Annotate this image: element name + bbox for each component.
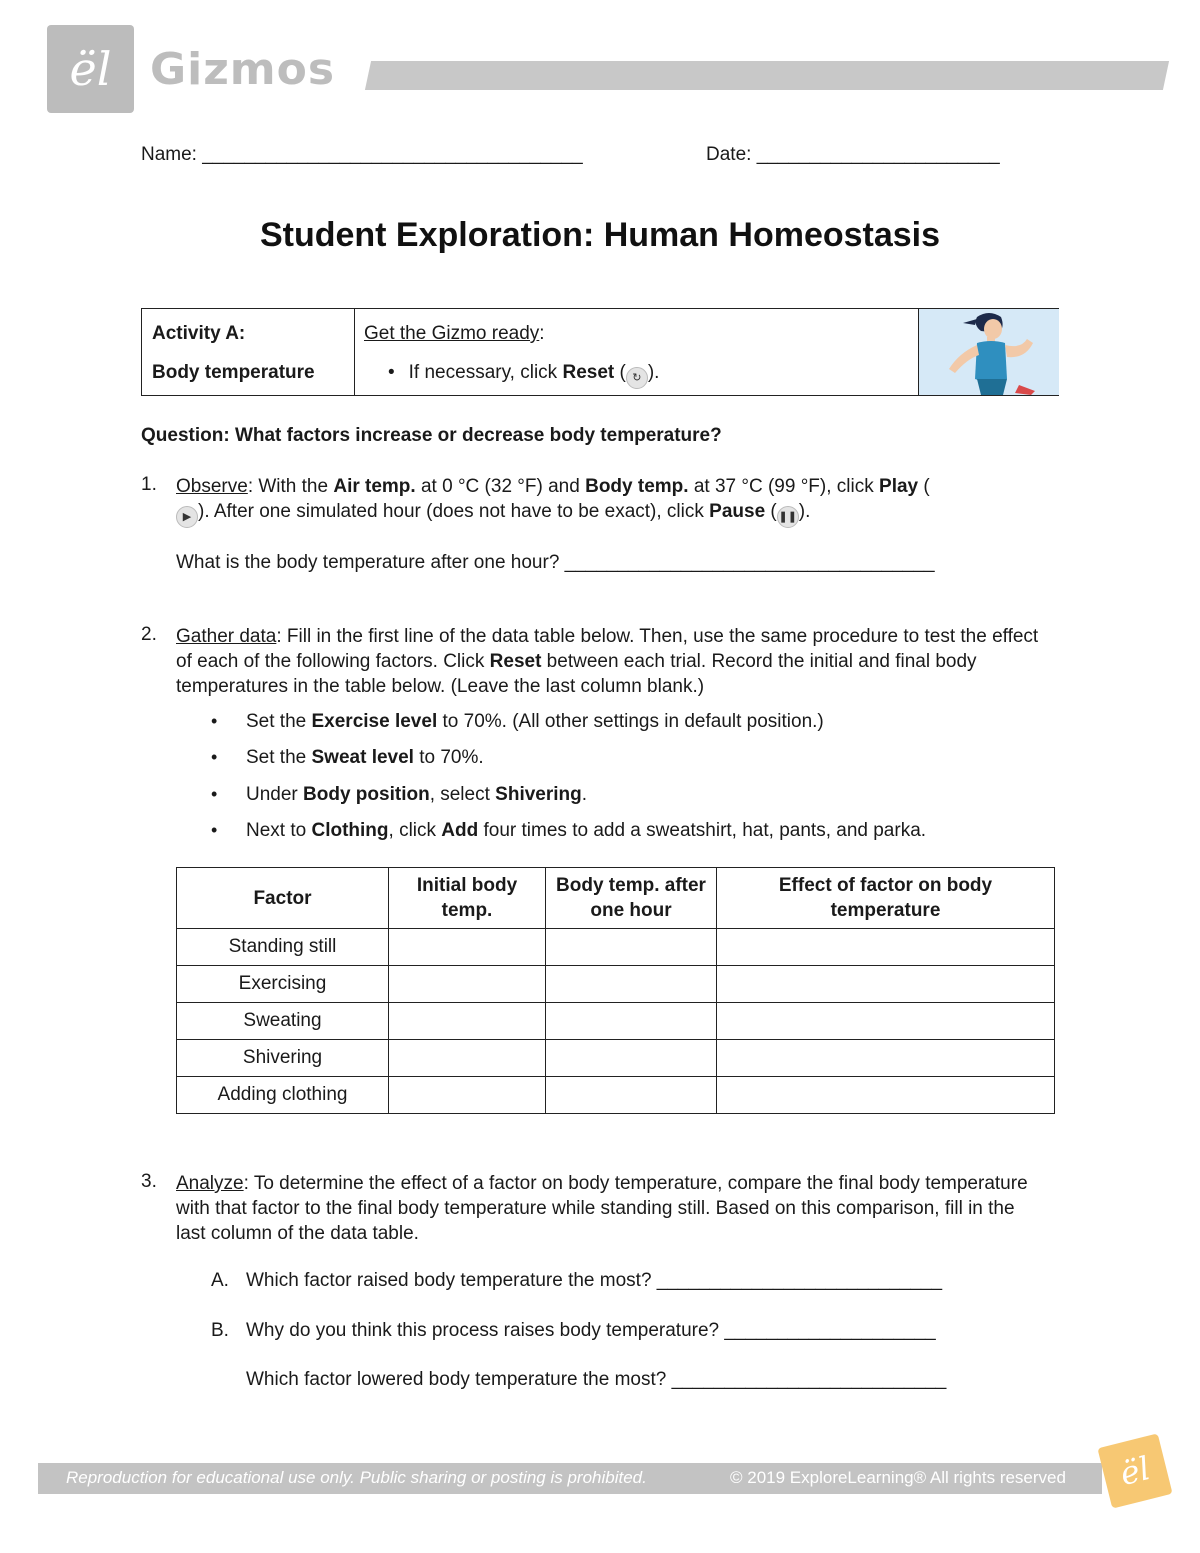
header-bar <box>365 61 1169 90</box>
factor-cell: Adding clothing <box>177 1077 389 1114</box>
factor-cell: Sweating <box>177 1003 389 1040</box>
pause-icon: ❚❚ <box>777 506 799 528</box>
column-header-factor: Factor <box>177 868 389 929</box>
name-field[interactable]: Name: ____________________________________ <box>141 144 583 165</box>
q3-text: Analyze: To determine the effect of a factor on body temperature, compare the final body temperature with that factor to the final body temperature while standing still. Based on this comparison, fill in the last column of the data table. <box>176 1173 1028 1244</box>
q1-text: Observe: With the Air temp. at 0 °C (32 °F) and Body temp. at 37 °C (99 °F), click Play ( ▶ ). After one simulated hour (does not have to be exact), click Pause ( ❚❚). <box>176 474 1056 528</box>
bullet-dot: • <box>211 820 218 840</box>
q1-number: 1. <box>141 474 157 495</box>
brand-title: Gizmos <box>150 44 336 95</box>
effect-cell[interactable] <box>717 1003 1055 1040</box>
q3b-letter: B. <box>211 1320 229 1341</box>
reset-icon: ↻ <box>626 367 648 389</box>
footer-logo-icon: ël <box>1116 1449 1154 1493</box>
activity-box <box>141 308 1059 396</box>
page-title: Student Exploration: Human Homeostasis <box>259 216 941 254</box>
q2-bullet-clothing: Next to Clothing, click Add four times to add a sweatshirt, hat, pants, and parka. <box>246 820 927 841</box>
initial-temp-cell[interactable] <box>389 1003 546 1040</box>
runner-illustration <box>919 309 1059 395</box>
footer-copyright: © 2019 ExploreLearning® All rights reserved <box>730 1468 1066 1487</box>
factor-cell: Shivering <box>177 1040 389 1077</box>
column-header-after-hour: Body temp. after one hour <box>546 868 717 929</box>
initial-temp-cell[interactable] <box>389 1077 546 1114</box>
column-header-initial: Initial body temp. <box>389 868 546 929</box>
effect-cell[interactable] <box>717 929 1055 966</box>
table-row <box>177 1077 1055 1114</box>
reset-instruction: • If necessary, click Reset ( ↻ ). <box>388 362 659 389</box>
effect-cell[interactable] <box>717 1040 1055 1077</box>
question-heading: Question: What factors increase or decrease body temperature? <box>141 425 722 446</box>
table-row <box>177 1040 1055 1077</box>
initial-temp-cell[interactable] <box>389 966 546 1003</box>
effect-cell[interactable] <box>717 1077 1055 1114</box>
activity-topic: Body temperature <box>152 362 315 383</box>
q2-number: 2. <box>141 624 157 645</box>
table-row <box>177 966 1055 1003</box>
data-table <box>176 867 1055 1114</box>
q3b-answer-line[interactable]: Why do you think this process raises body temperature? ____________________ <box>246 1320 936 1341</box>
gizmo-ready-heading: Get the Gizmo ready: <box>364 323 545 344</box>
table-row <box>177 929 1055 966</box>
activity-label: Activity A: <box>152 323 246 344</box>
final-temp-cell[interactable] <box>546 929 717 966</box>
play-icon: ▶ <box>176 506 198 528</box>
q3-number: 3. <box>141 1171 157 1192</box>
initial-temp-cell[interactable] <box>389 1040 546 1077</box>
bullet-dot: • <box>211 711 218 731</box>
q2-bullet-exercise: Set the Exercise level to 70%. (All other settings in default position.) <box>246 711 824 732</box>
table-header-row <box>177 868 1055 929</box>
q3a-letter: A. <box>211 1270 229 1291</box>
column-header-effect: Effect of factor on body temperature <box>717 868 1055 929</box>
factor-cell: Exercising <box>177 966 389 1003</box>
q3a-answer-line[interactable]: Which factor raised body temperature the most? ___________________________ <box>246 1270 943 1291</box>
bullet-dot: • <box>211 747 218 767</box>
factor-cell: Standing still <box>177 929 389 966</box>
final-temp-cell[interactable] <box>546 1077 717 1114</box>
q3c-answer-line[interactable]: Which factor lowered body temperature the most? __________________________ <box>246 1369 947 1390</box>
q2-text: Gather data: Fill in the first line of the data table below. Then, use the same procedure to test the effect of each of the following factors. Click Reset between each trial. Record the initial and final body temperatures in the table below. (Leave the last column blank.) <box>176 626 1039 697</box>
effect-cell[interactable] <box>717 966 1055 1003</box>
table-row <box>177 1003 1055 1040</box>
final-temp-cell[interactable] <box>546 1003 717 1040</box>
footer-disclaimer: Reproduction for educational use only. Public sharing or posting is prohibited. <box>66 1468 647 1487</box>
final-temp-cell[interactable] <box>546 1040 717 1077</box>
explorelearning-logo-icon: ël <box>69 42 112 96</box>
q2-bullet-sweat: Set the Sweat level to 70%. <box>246 747 484 768</box>
date-field[interactable]: Date: _______________________ <box>706 144 1000 165</box>
initial-temp-cell[interactable] <box>389 929 546 966</box>
q1-answer-line[interactable]: What is the body temperature after one hour? ___________________________________ <box>176 552 935 573</box>
final-temp-cell[interactable] <box>546 966 717 1003</box>
q2-bullet-shivering: Under Body position, select Shivering. <box>246 784 588 805</box>
bullet-dot: • <box>211 784 218 804</box>
